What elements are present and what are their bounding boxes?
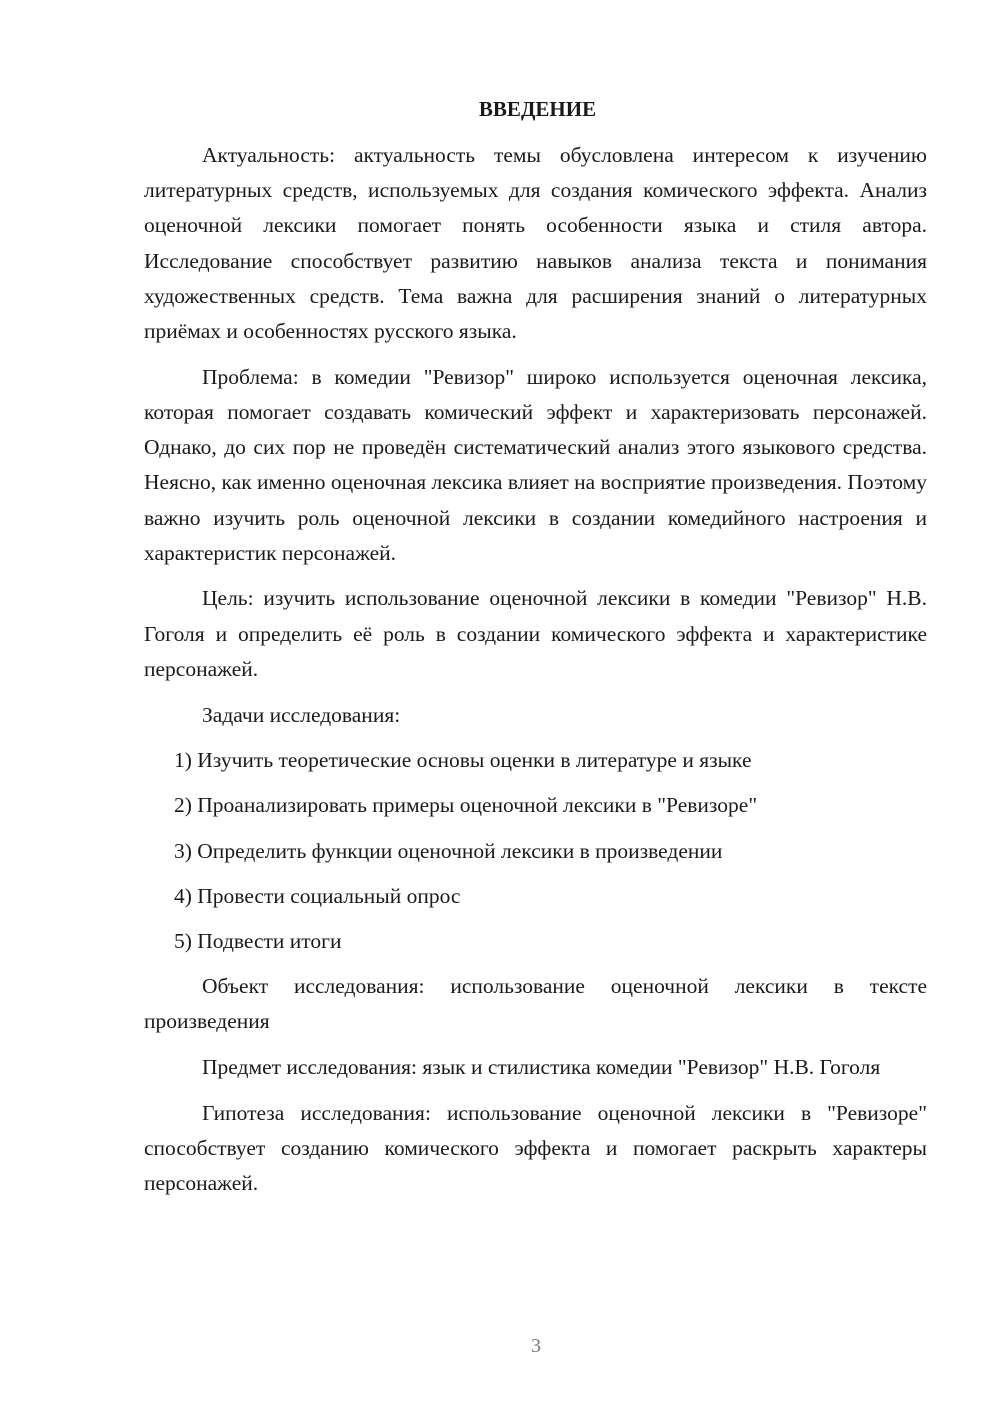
relevance-paragraph: Актуальность: актуальность темы обусловлена интересом к изучению литературных средств, используемых для создания комического эффекта. Анализ оценочной лексики помогает понять особенности языка и стиля автора. Исследование способствует развитию навыков анализа текста и понимания художественных средств. Тема важна для расширения знаний о литературных приёмах и особенностях русского языка. <box>144 143 927 344</box>
page-number: 3 <box>531 1335 541 1357</box>
list-item: 2) Проанализировать примеры оценочной лексики в "Ревизоре" <box>174 793 758 818</box>
list-item: 5) Подвести итоги <box>174 929 342 954</box>
object-paragraph: Объект исследования: использование оценочной лексики в тексте произведения <box>144 974 927 1034</box>
hypothesis-paragraph: Гипотеза исследования: использование оценочной лексики в "Ревизоре" способствует созданию комического эффекта и помогает раскрыть характеры персонажей. <box>144 1100 927 1196</box>
list-item: 3) Определить функции оценочной лексики в произведении <box>174 838 723 863</box>
problem-paragraph: Проблема: в комедии "Ревизор" широко используется оценочная лексика, которая помогает создавать комический эффект и характеризовать персонажей. Однако, до сих пор не проведён систематический анализ этого языкового средства. Неясно, как именно оценочная лексика влияет на восприятие произведения. Поэтому важно изучить роль оценочной лексики в создании комедийного настроения и характеристик персонажей. <box>144 364 927 565</box>
page-content <box>144 94 927 1212</box>
list-item: 1) Изучить теоретические основы оценки в литературе и языке <box>174 748 752 773</box>
goal-paragraph: Цель: изучить использование оценочной лексики в комедии "Ревизор" Н.В. Гоголя и определить её роль в создании комического эффекта и характеристике персонажей. <box>144 586 927 681</box>
tasks-list <box>144 743 927 959</box>
page-title: ВВЕДЕНИЕ <box>478 97 597 121</box>
list-item: 4) Провести социальный опрос <box>174 883 461 908</box>
subject-paragraph: Предмет исследования: язык и стилистика комедии "Ревизор" Н.В. Гоголя <box>202 1055 881 1080</box>
tasks-heading: Задачи исследования: <box>202 702 401 727</box>
